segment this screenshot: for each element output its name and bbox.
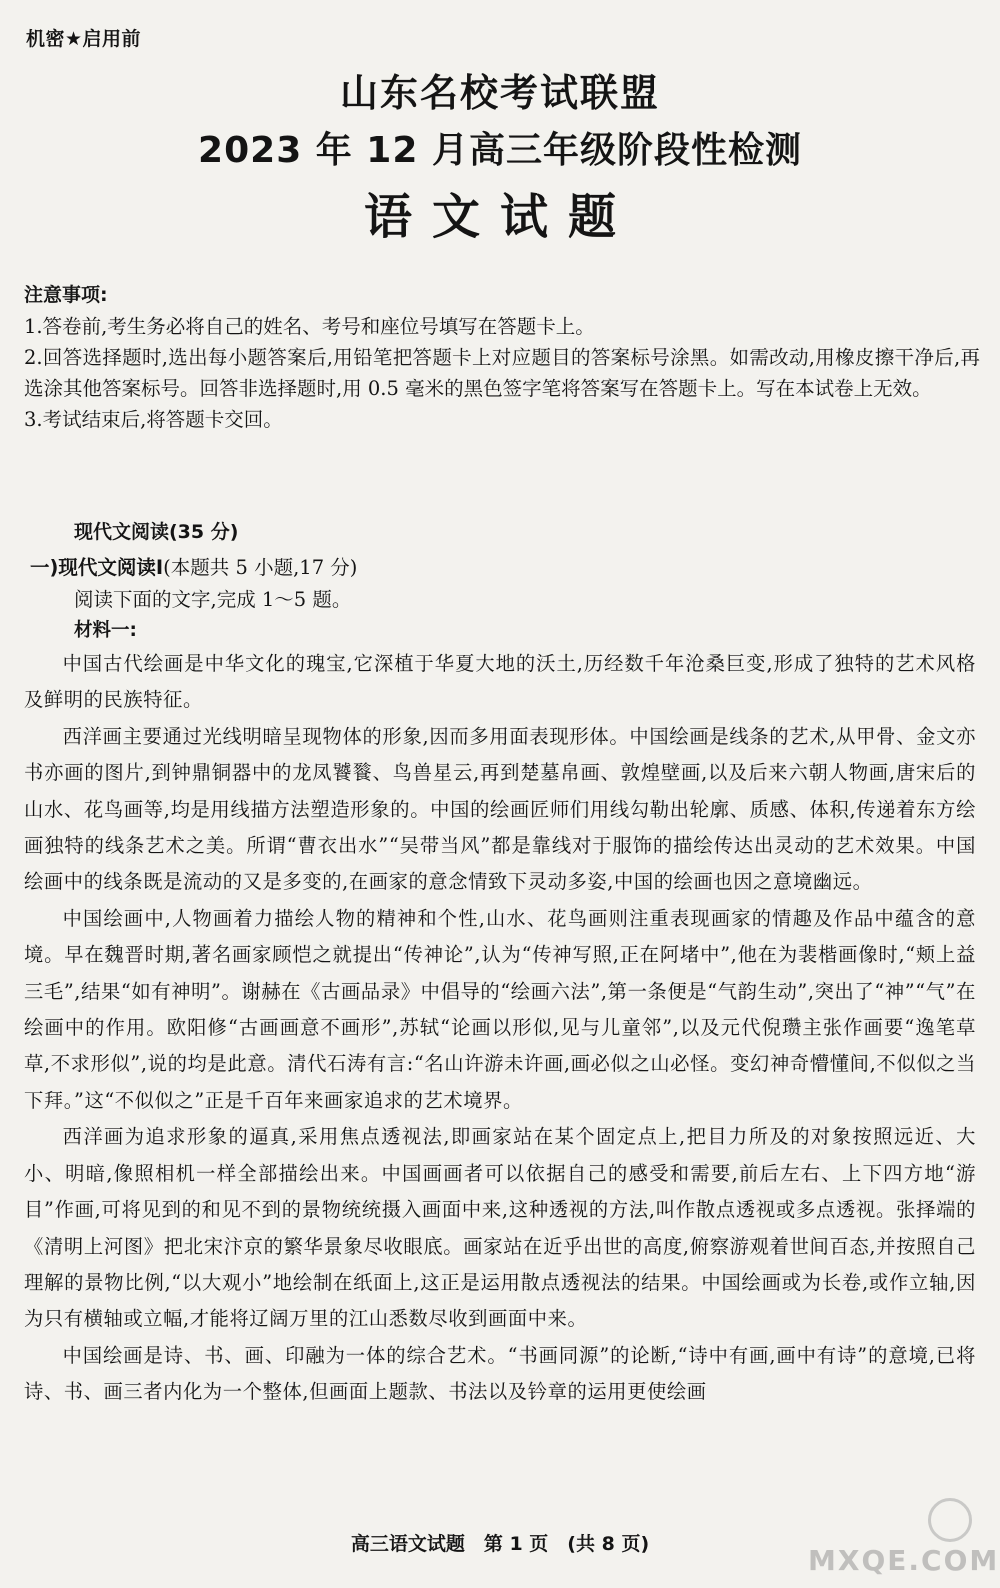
page-footer: 高三语文试题 第 1 页 (共 8 页) [350,1533,650,1555]
instruction: 阅读下面的文字,完成 1～5 题。 [74,588,352,611]
exam-union-title: 山东名校考试联盟 [339,71,660,115]
subsection-label: 一)现代文阅读Ⅰ [30,556,164,579]
passage-paragraph: 西洋画为追求形象的逼真,采用焦点透视法,即画家站在某个固定点上,把目力所及的对象按照远近、大小、明暗,像照相机一样全部描绘出来。中国画画者可以依据自己的感受和需要,前后左右、上下四方地“游目”作画,可将见到的和见不到的景物统统摄入画面中来,这种透视的方法,叫作散点透视或多点透视。张择端的《清明上河图》把北宋汴京的繁华景象尽收眼底。画家站在近乎出世的高度,俯察游观着世间百态,并按照自己理解的景物比例,“以大观小”地绘制在纸面上,这正是运用散点透视法的结果。中国绘画或为长卷,或作立轴,因为只有横轴或立幅,才能将辽阔万里的江山悉数尽收到画面中来。 [24,1125,976,1331]
passage-paragraph: 中国绘画是诗、书、画、印融为一体的综合艺术。“书画同源”的论断,“诗中有画,画中有诗”的意境,已将诗、书、画三者内化为一个整体,但画面上题款、书法以及钤章的运用更使绘画 [24,1343,976,1404]
reading-section [24,516,976,1411]
subsection-title [30,552,976,584]
material-label: 材料一: [74,620,137,641]
notice-item: 1.答卷前,考生务必将自己的姓名、考号和座位号填写在答题卡上。 [24,315,595,338]
subsection-detail: (本题共 5 小题,17 分) [163,556,358,579]
confidential-label: 机密★启用前 [26,28,142,50]
passage [24,646,976,1411]
passage-paragraph: 中国绘画中,人物画着力描绘人物的精神和个性,山水、花鸟画则注重表现画家的情趣及作品中蕴含的意境。早在魏晋时期,著名画家顾恺之就提出“传神论”,认为“传神写照,正在阿堵中”,他在为裴楷画像时,“颊上益三毛”,结果“如有神明”。谢赫在《古画品录》中倡导的“绘画六法”,第一条便是“气韵生动”,突出了“神”“气”在绘画中的作用。欧阳修“古画画意不画形”,苏轼“论画以形似,见与儿童邻”,以及元代倪瓒主张作画要“逸笔草草,不求形似”,说的均是此意。清代石涛有言:“名山许游未许画,画必似之山必怪。变幻神奇懵懂间,不似似之当下拜。”这“不似似之”正是千百年来画家追求的艺术境界。 [24,906,976,1112]
passage-paragraph: 西洋画主要通过光线明暗呈现物体的形象,因而多用面表现形体。中国绘画是线条的艺术,从甲骨、金文亦书亦画的图片,到钟鼎铜器中的龙凤饕餮、鸟兽星云,再到楚墓帛画、敦煌壁画,以及后来六朝人物画,唐宋后的山水、花鸟画等,均是用线描方法塑造形象的。中国的绘画匠师们用线勾勒出轮廓、质感、体积,传递着东方绘画独特的线条艺术之美。所谓“曹衣出水”“吴带当风”都是靠线对于服饰的描绘传达出灵动的艺术效果。中国绘画中的线条既是流动的又是多变的,在画家的意念情致下灵动多姿,中国的绘画也因之意境幽远。 [24,724,976,894]
notice-heading: 注意事项: [24,284,108,306]
notice-item: 3.考试结束后,将答题卡交回。 [24,408,283,431]
passage-paragraph: 中国古代绘画是中华文化的瑰宝,它深植于华夏大地的沃土,历经数千年沧桑巨变,形成了独特的艺术风格及鲜明的民族特征。 [24,652,976,712]
exam-date-title: 2023 年 12 月高三年级阶段性检测 [198,130,802,171]
subject-title: 语文试题 [363,189,636,245]
notice-item: 2.回答选择题时,选出每小题答案后,用铅笔把答题卡上对应题目的答案标号涂黑。如需改动,用橡皮擦干净后,再选涂其他答案标号。回答非选择题时,用 0.5 毫米的黑色签字笔将答案写在答题卡上。写在本试卷上无效。 [24,346,980,400]
watermark-badge-icon [928,1498,972,1542]
notice-block [24,280,980,435]
site-watermark [808,1498,1000,1578]
section-title: 现代文阅读(35 分) [74,521,239,543]
watermark-text: MXQE.COM [808,1544,1000,1577]
